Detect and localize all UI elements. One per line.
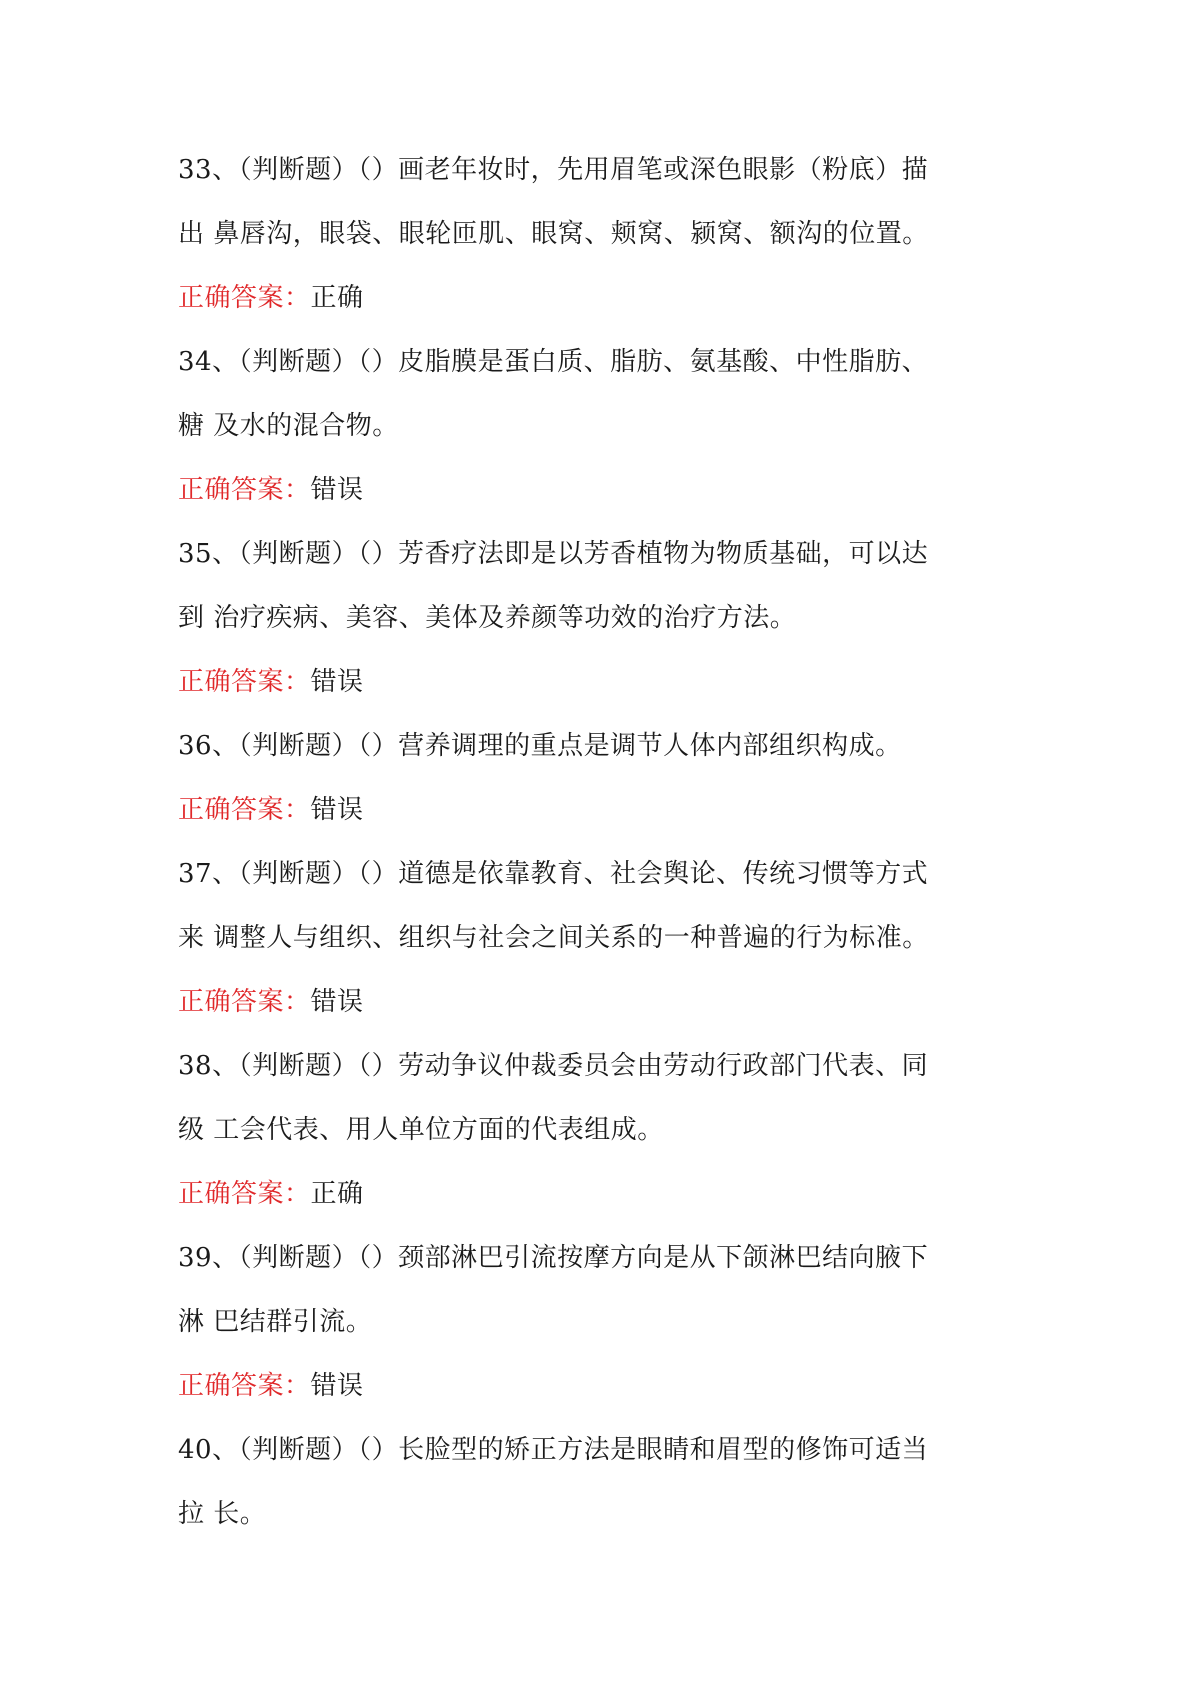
answer-row [178, 458, 998, 522]
answer-label: 正确答案： [178, 987, 311, 1017]
question-text-line: 38、（判断题）（）劳动争议仲裁委员会由劳动行政部门代表、同 [178, 1051, 929, 1081]
answer-row [178, 778, 998, 842]
question-text-line: 糖 及水的混合物。 [178, 411, 399, 441]
answer-label: 正确答案： [178, 283, 311, 313]
answer-value: 正确 [310, 283, 364, 313]
answer-value: 错误 [310, 795, 364, 825]
question-37 [178, 842, 998, 1034]
answer-row [178, 1162, 998, 1226]
question-text-line: 40、（判断题）（）长脸型的矫正方法是眼睛和眉型的修饰可适当 [178, 1435, 929, 1465]
question-text-line: 到 治疗疾病、美容、美体及养颜等功效的治疗方法。 [178, 603, 797, 633]
answer-row [178, 266, 998, 330]
question-text-line: 拉 长。 [178, 1499, 267, 1529]
question-33 [178, 138, 998, 330]
question-text-line: 来 调整人与组织、组织与社会之间关系的一种普遍的行为标准。 [178, 923, 929, 953]
question-38 [178, 1034, 998, 1226]
question-34 [178, 330, 998, 522]
question-text-line: 淋 巴结群引流。 [178, 1307, 373, 1337]
question-35 [178, 522, 998, 714]
question-text-line: 39、（判断题）（）颈部淋巴引流按摩方向是从下颌淋巴结向腋下 [178, 1243, 929, 1273]
answer-row [178, 1354, 998, 1418]
answer-value: 错误 [310, 667, 364, 697]
question-text-line: 级 工会代表、用人单位方面的代表组成。 [178, 1115, 664, 1145]
answer-value: 错误 [310, 475, 364, 505]
answer-row [178, 650, 998, 714]
question-40 [178, 1418, 998, 1546]
question-list [178, 138, 998, 1546]
question-text-line: 36、（判断题）（）营养调理的重点是调节人体内部组织构成。 [178, 731, 902, 761]
question-36 [178, 714, 998, 842]
answer-value: 错误 [310, 1371, 364, 1401]
answer-label: 正确答案： [178, 1371, 311, 1401]
answer-label: 正确答案： [178, 475, 311, 505]
question-text-line: 出 鼻唇沟，眼袋、眼轮匝肌、眼窝、颊窝、颍窝、额沟的位置。 [178, 219, 929, 249]
answer-label: 正确答案： [178, 1179, 311, 1209]
answer-row [178, 970, 998, 1034]
question-text-line: 35、（判断题）（）芳香疗法即是以芳香植物为物质基础，可以达 [178, 539, 929, 569]
answer-value: 正确 [310, 1179, 364, 1209]
question-text-line: 34、（判断题）（）皮脂膜是蛋白质、脂肪、氨基酸、中性脂肪、 [178, 347, 929, 377]
answer-value: 错误 [310, 987, 364, 1017]
question-text-line: 33、（判断题）（）画老年妆时，先用眉笔或深色眼影（粉底）描 [178, 155, 929, 185]
answer-label: 正确答案： [178, 667, 311, 697]
question-text-line: 37、（判断题）（）道德是依靠教育、社会舆论、传统习惯等方式 [178, 859, 929, 889]
answer-label: 正确答案： [178, 795, 311, 825]
question-39 [178, 1226, 998, 1418]
